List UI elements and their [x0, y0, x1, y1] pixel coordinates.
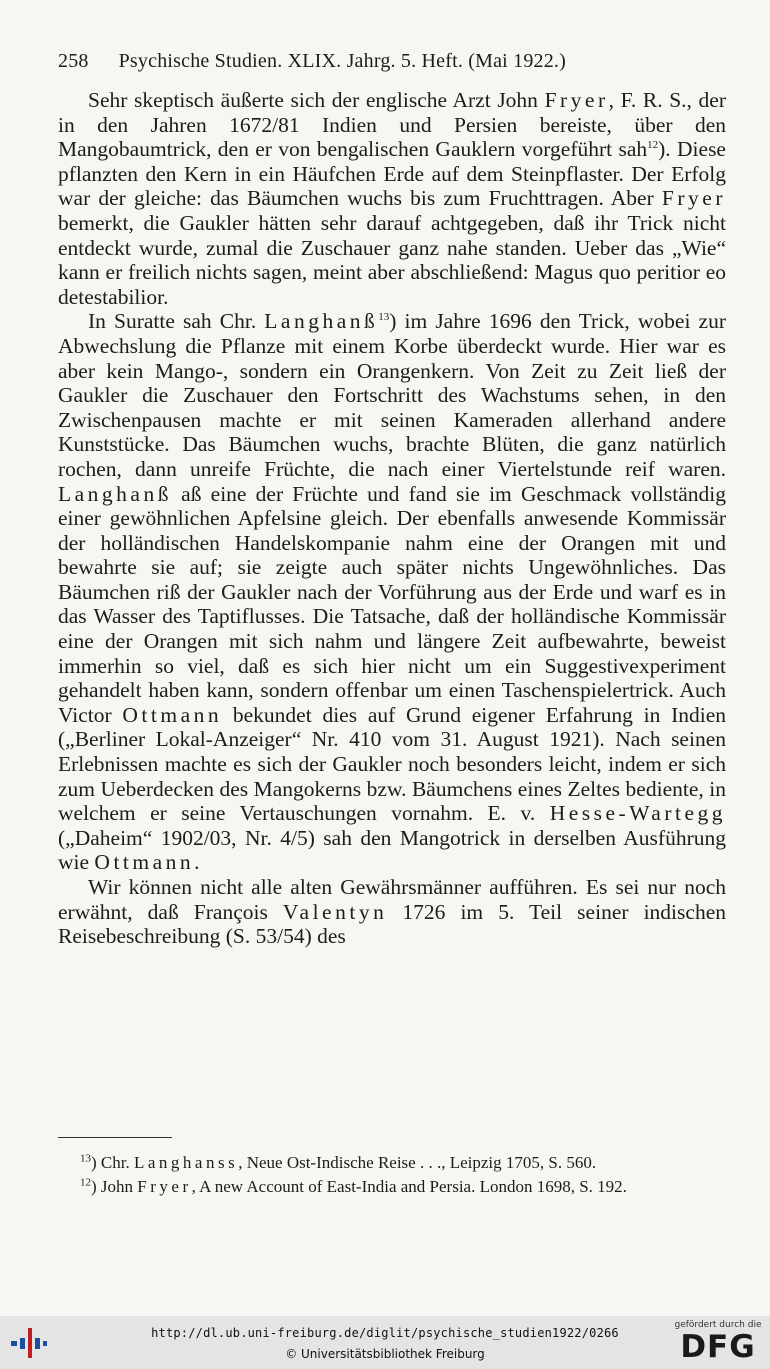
footnote-12 [58, 1177, 726, 1197]
paragraph-2 [58, 309, 726, 875]
text-span: bemerkt, die Gaukler hätten sehr darauf achtgegeben, daß ihr Trick nicht entdeckt wurde, zumal die Zuschauer ganz nahe standen. Ueber das „Wie“ kann er freilich nichts sagen, meint aber abschließend: Magus quo peritior eo detestabilior. [58, 210, 726, 309]
text-span: , F. R. S., der in den Jahren 1672/81 Indien und Persien bereiste, über den Mangobaumtrick, den er von bengalischen Gauklern vorgeführt sah [58, 88, 726, 162]
copyright-notice: © Universitätsbibliothek Freiburg [285, 1347, 485, 1361]
permalink-url[interactable]: http://dl.ub.uni-freiburg.de/diglit/psychische_studien1922/0266 [151, 1326, 619, 1340]
paragraph-3 [58, 875, 726, 949]
journal-title: Psychische Studien. XLIX. Jahrg. 5. Heft. (Mai 1922.) [118, 49, 566, 72]
dfg-badge[interactable] [672, 1320, 764, 1366]
text-span: („Daheim“ 1902/03, Nr. 4/5) sah den Mangotrick in derselben Ausführung wie [58, 825, 726, 875]
footnote-mark: 13 [80, 1152, 91, 1165]
footnote-mark: 12 [80, 1176, 91, 1189]
text-span: bekundet dies auf Grund eigener Erfahrung in Indien („Berliner Lokal-Anzeiger“ Nr. 410 vom 31. August 1921). Nach seinen Erlebnissen machte es sich der Gaukler noch besonders leicht, indem er sich zum Ueberdecken des Mangokerns bzw. Bäumchens eines Zeltes bediente, in welchem er seine Vertauschungen vornahm. E. v. [58, 702, 726, 826]
page-number: 258 [58, 49, 89, 72]
author-name: Langhanß [264, 309, 379, 334]
viewer-footer [0, 1316, 770, 1369]
text-span: 1726 im 5. Teil seiner indischen Reisebeschreibung (S. 53/54) des [58, 899, 726, 949]
running-head [58, 44, 726, 78]
text-span: aß eine der Früchte und fand sie im Geschmack vollständig einer gewöhnlichen Apfelsine gleich. Der ebenfalls anwesende Kommissär der holländischen Handelskompanie nahm eine der Orangen mit und bewahrte sie auf; sie zeigte auch später nichts Ungewöhnliches. Das Bäumchen riß der Gaukler nach der Vorführung aus der Erde und warf es in das Wasser des Taptiflusses. Die Tatsache, daß der holländische Kommissär eine der Orangen mit sich nahm und längere Zeit aufbewahrte, beweist immerhin so viel, daß es sich hier nicht um ein Suggestivexperiment gehandelt haben kann, sondern offenbar um einen Taschenspielertrick. Auch Victor [58, 481, 726, 727]
text-span: Wir können nicht alle alten Gewährsmänner aufführen. Es sei nur noch erwähnt, daß François [58, 875, 726, 924]
author-name: Valentyn [282, 899, 388, 924]
text-span: ) Chr. [91, 1153, 134, 1172]
footnote-divider [58, 1137, 172, 1138]
author-name: Ottmann [94, 850, 195, 875]
text-span: ). Diese pflanzten den Kern in ein Häufchen Erde auf dem Steinpflaster. Der Erfolg war der gleiche: das Bäumchen wuchs bis zum Fruchttragen. Aber [58, 137, 726, 211]
text-span: ) im Jahre 1696 den Trick, wobei zur Abwechslung die Pflanze mit einem Korbe überdeckt wurde. Hier war es aber kein Mango-, sondern ein Orangenkern. Von Zeit zu Zeit ließ der Gaukler die Zuschauer den Fortschritt des Wachstums sehen, in den Zwischenpausen machte er mit seinen Kameraden allerhand andere Kunststücke. Das Bäumchen wuchs, brachte Blüten, die ganz natürlich rochen, dann unreife Früchte, die nach einer Viertelstunde reif waren. [58, 309, 726, 481]
author-name: Fryer [661, 186, 726, 211]
text-span: . [194, 850, 200, 875]
author-name: Fryer [137, 1177, 192, 1196]
footnote-ref[interactable]: 12 [647, 139, 659, 152]
dfg-logo-icon: DFG [680, 1329, 756, 1365]
text-span: Sehr skeptisch äußerte sich der englische Arzt John [88, 88, 545, 112]
footnotes [58, 1153, 726, 1201]
paragraph-1 [58, 88, 726, 309]
body-text [58, 88, 726, 949]
text-span: ) John [91, 1177, 138, 1196]
footnote-13 [58, 1153, 726, 1173]
text-span: , A new Account of East-India and Persia. London 1698, S. 192. [191, 1177, 627, 1196]
footnote-ref[interactable]: 13 [378, 311, 390, 324]
author-name: Langhanß [58, 481, 172, 506]
dfg-caption: gefördert durch die [674, 1320, 762, 1330]
text-span: In Suratte sah Chr. [88, 309, 265, 334]
author-name: Langhanss [133, 1153, 239, 1172]
author-name: Ottmann [122, 702, 223, 727]
text-span: , Neue Ost-Indische Reise . . ., Leipzig 1705, S. 560. [238, 1153, 597, 1172]
author-name: Hesse-Wartegg [549, 801, 726, 826]
author-name: Fryer [544, 88, 609, 112]
